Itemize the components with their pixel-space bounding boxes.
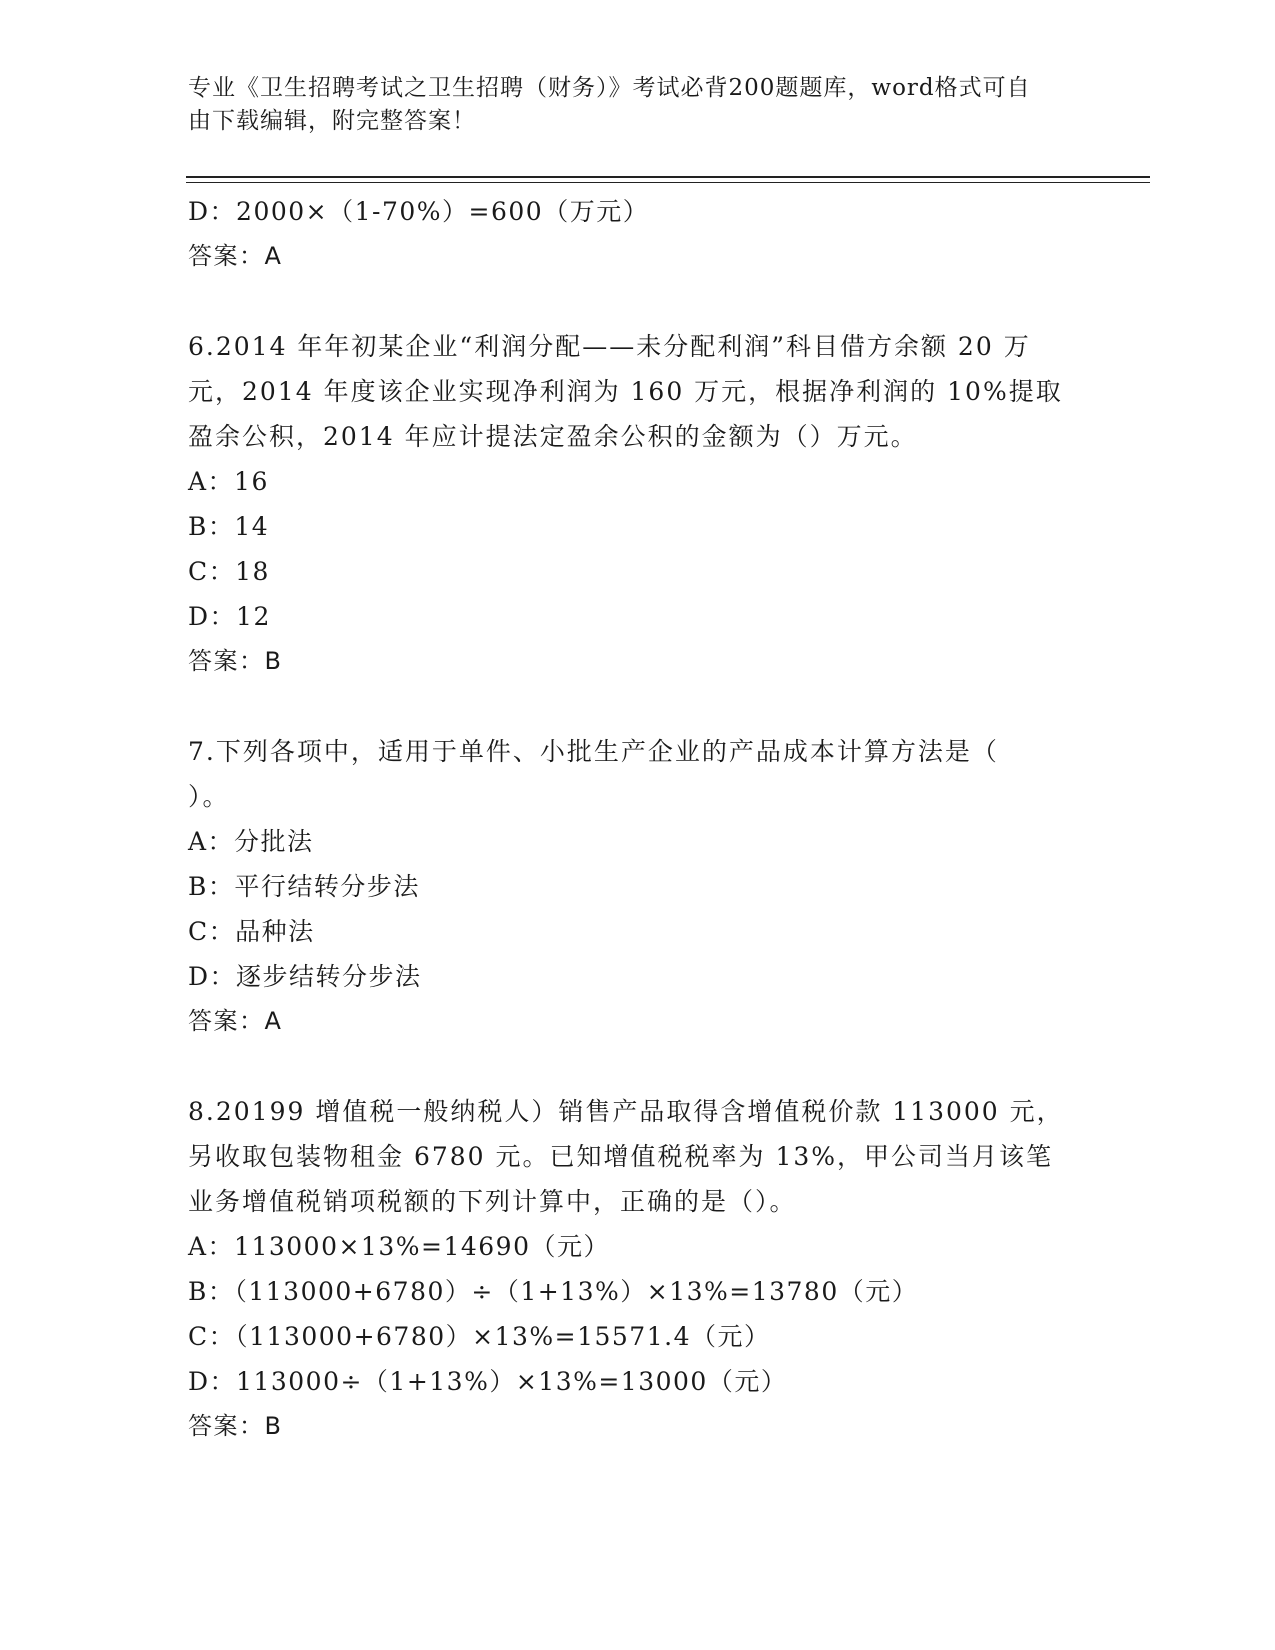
answer: 答案：A (188, 242, 283, 270)
option-a: A：分批法 (188, 827, 314, 856)
option-c: C：（113000+6780）×13%=15571.4（元） (188, 1322, 771, 1351)
header-rule-thin (186, 182, 1150, 183)
question-text (188, 324, 1088, 459)
question-text (188, 1089, 1088, 1224)
question-8 (188, 1089, 1088, 1449)
question-line: 8.20199 增值税一般纳税人）销售产品取得含增值税价款 113000 元， (188, 1097, 1064, 1126)
header-line-2: 由下载编辑，附完整答案！ (188, 108, 476, 134)
question-line: 另收取包装物租金 6780 元。已知增值税税率为 13%，甲公司当月该笔 (188, 1142, 1054, 1171)
question-line: 业务增值税销项税额的下列计算中，正确的是（）。 (188, 1187, 797, 1216)
document-body (188, 189, 1088, 1449)
option-b: B：（113000+6780）÷（1+13%）×13%=13780（元） (188, 1277, 919, 1306)
option-d: D：12 (188, 602, 271, 631)
option-d: D：113000÷（1+13%）×13%=13000（元） (188, 1367, 788, 1396)
question-line: 元，2014 年度该企业实现净利润为 160 万元，根据净利润的 10%提取 (188, 377, 1063, 406)
question-line: 7.下列各项中，适用于单件、小批生产企业的产品成本计算方法是（ (188, 737, 999, 766)
option-d: D：2000×（1-70%）=600（万元） (188, 197, 650, 226)
header-line-1: 专业《卫生招聘考试之卫生招聘（财务）》考试必背200题题库，word格式可自 (188, 75, 1031, 101)
previous-question-tail (188, 189, 1088, 279)
answer: 答案：B (188, 1412, 283, 1440)
option-b: B：平行结转分步法 (188, 872, 420, 901)
option-c: C：品种法 (188, 917, 315, 946)
option-a: A：16 (188, 467, 269, 496)
option-c: C：18 (188, 557, 270, 586)
answer: 答案：A (188, 1007, 283, 1035)
document-header (188, 72, 1068, 138)
question-line: ）。 (188, 782, 230, 811)
option-b: B：14 (188, 512, 270, 541)
header-rule-thick (186, 176, 1150, 178)
option-d: D：逐步结转分步法 (188, 962, 422, 991)
question-7 (188, 729, 1088, 1044)
question-line: 6.2014 年年初某企业“利润分配——未分配利润”科目借方余额 20 万 (188, 332, 1031, 361)
option-a: A：113000×13%=14690（元） (188, 1232, 610, 1261)
question-text (188, 729, 1088, 819)
answer: 答案：B (188, 647, 283, 675)
question-6 (188, 324, 1088, 684)
question-line: 盈余公积，2014 年应计提法定盈余公积的金额为（）万元。 (188, 422, 918, 451)
